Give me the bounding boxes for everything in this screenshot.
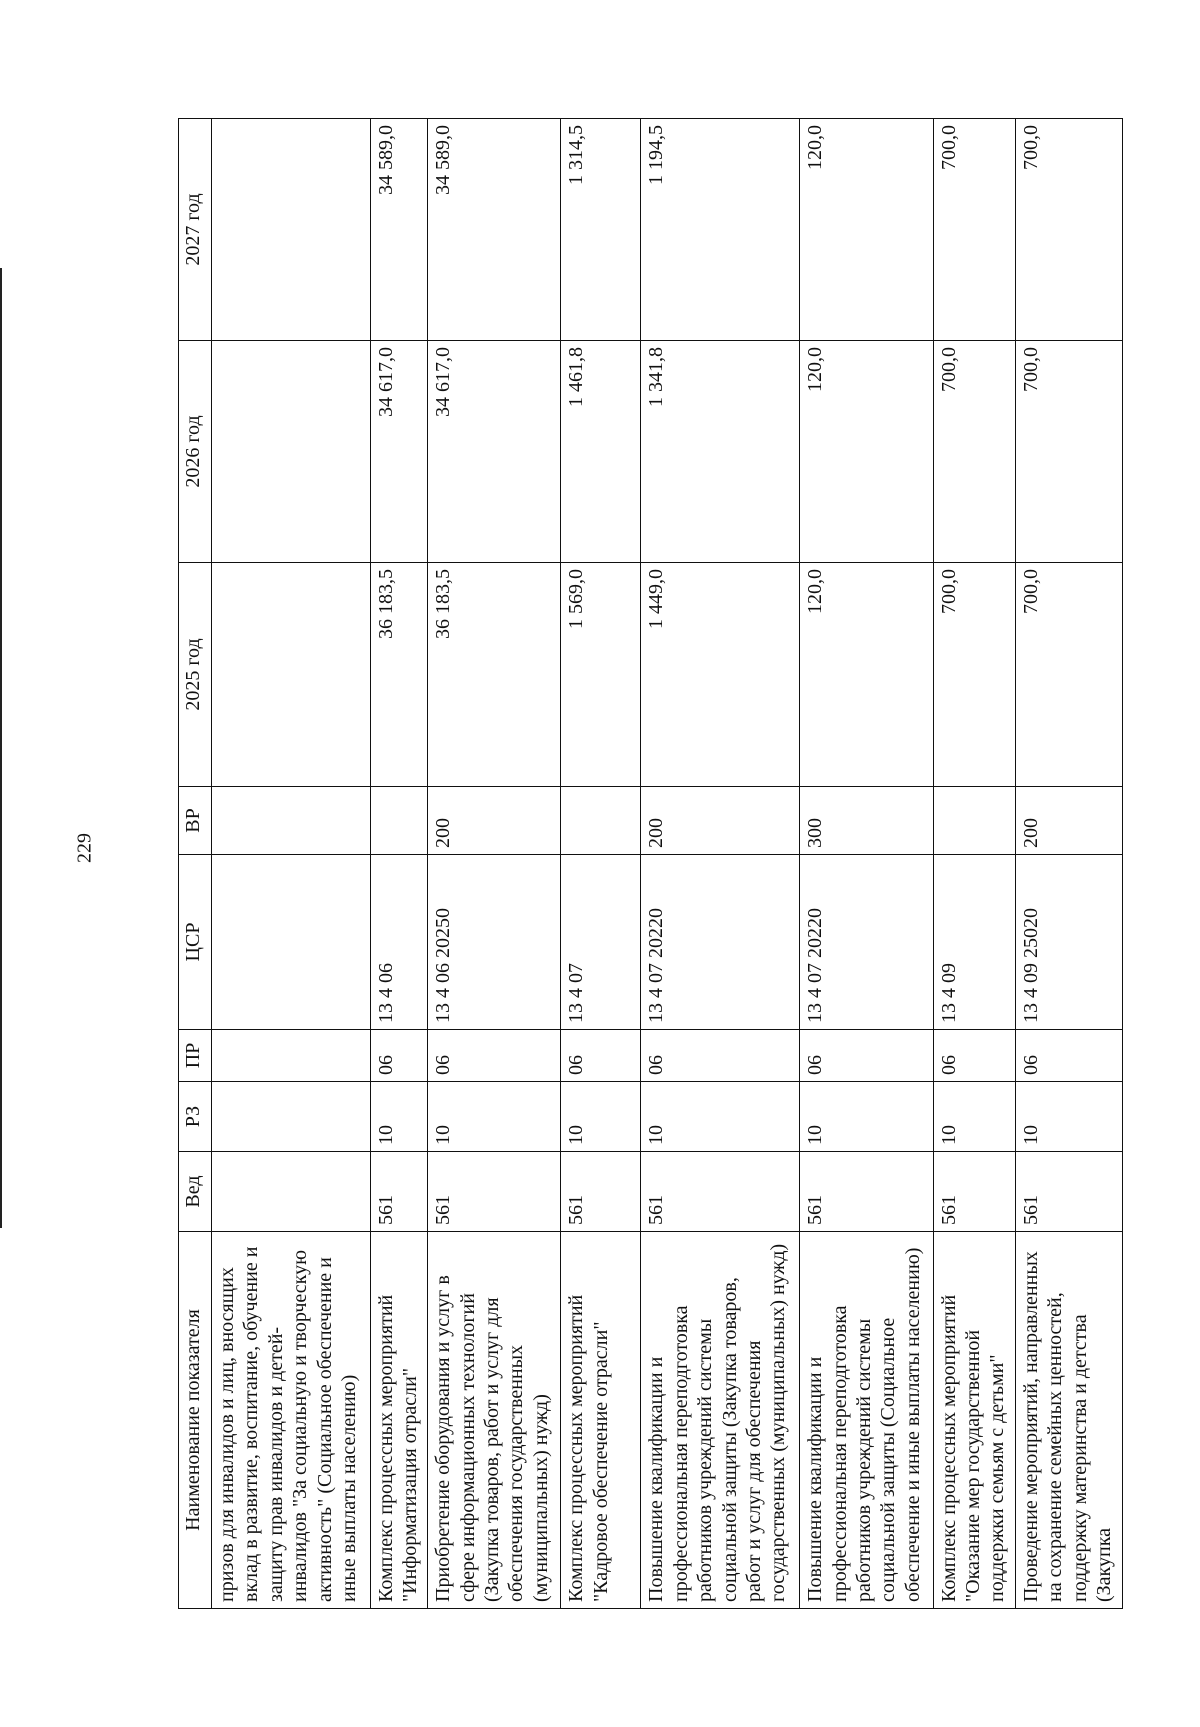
cell-pr: 06 [1015,1030,1122,1082]
cell-2025: 700,0 [933,563,1015,787]
cell-ved: 561 [933,1152,1015,1232]
cell-name: Проведение мероприятий, направленных на сохранение семейных ценностей, поддержку материнства и детства (Закупка [1015,1232,1122,1609]
header-2027: 2027 год [179,119,212,341]
cell-2026: 34 617,0 [370,341,427,563]
cell-2025: 36 183,5 [370,563,427,787]
cell-vr [561,787,641,855]
cell-csr: 13 4 06 20250 [428,855,561,1030]
rotated-table-container [178,119,1123,1609]
cell-ved: 561 [561,1152,641,1232]
cell-2025: 1 569,0 [561,563,641,787]
cell-rz: 10 [370,1082,427,1152]
header-2025: 2025 год [179,563,212,787]
header-name: Наименование показателя [179,1232,212,1609]
cell-2026: 1 461,8 [561,341,641,563]
cell-name: Комплекс процессных мероприятий "Информатизация отрасли" [370,1232,427,1609]
cell-rz: 10 [561,1082,641,1152]
cell-vr [370,787,427,855]
cell-2025 [212,563,371,787]
cell-2025: 700,0 [1015,563,1122,787]
cell-ved: 561 [1015,1152,1122,1232]
cell-csr: 13 4 07 [561,855,641,1030]
table-row [933,119,1015,1609]
cell-2027: 700,0 [933,119,1015,341]
cell-2026 [212,341,371,563]
table-row [561,119,641,1609]
cell-vr: 300 [800,787,933,855]
cell-2027: 1 314,5 [561,119,641,341]
cell-pr: 06 [800,1030,933,1082]
header-vr: ВР [179,787,212,855]
cell-csr [212,855,371,1030]
cell-2025: 36 183,5 [428,563,561,787]
cell-pr: 06 [428,1030,561,1082]
cell-pr: 06 [933,1030,1015,1082]
cell-2026: 700,0 [1015,341,1122,563]
cell-name: Повышение квалификации и профессиональная переподготовка работников учреждений системы социальной защиты (Социальное обеспечение и иные выплаты населению) [800,1232,933,1609]
table-row [641,119,800,1609]
cell-vr [212,787,371,855]
cell-name: Повышение квалификации и профессиональная переподготовка работников учреждений системы социальной защиты (Закупка товаров, работ и услуг для обеспечения государственных (муниципальных) нужд) [641,1232,800,1609]
cell-2026: 34 617,0 [428,341,561,563]
cell-ved: 561 [428,1152,561,1232]
header-pr: ПР [179,1030,212,1082]
cell-csr: 13 4 09 [933,855,1015,1030]
cell-pr [212,1030,371,1082]
page-number: 229 [73,833,96,863]
cell-name: призов для инвалидов и лиц, вносящих вклад в развитие, воспитание, обучение и защиту прав инвалидов и детей-инвалидов "За социальную и творческую активность" (Социальное обеспечение и иные выплаты населению) [212,1232,371,1609]
table-row [1015,119,1122,1609]
header-ved: Вед [179,1152,212,1232]
table-row [212,119,371,1609]
table-row [370,119,427,1609]
scan-edge-line [0,268,2,1228]
table-header-row [179,119,212,1609]
cell-2027: 34 589,0 [370,119,427,341]
cell-rz [212,1082,371,1152]
cell-2025: 1 449,0 [641,563,800,787]
cell-vr [933,787,1015,855]
cell-2027: 700,0 [1015,119,1122,341]
cell-pr: 06 [641,1030,800,1082]
cell-vr: 200 [428,787,561,855]
cell-pr: 06 [370,1030,427,1082]
cell-csr: 13 4 07 20220 [800,855,933,1030]
cell-rz: 10 [641,1082,800,1152]
cell-rz: 10 [800,1082,933,1152]
cell-csr: 13 4 09 25020 [1015,855,1122,1030]
cell-ved [212,1152,371,1232]
header-2026: 2026 год [179,341,212,563]
cell-csr: 13 4 06 [370,855,427,1030]
cell-ved: 561 [370,1152,427,1232]
cell-name: Комплекс процессных мероприятий "Кадровое обеспечение отрасли" [561,1232,641,1609]
cell-rz: 10 [428,1082,561,1152]
budget-table [178,118,1123,1609]
cell-vr: 200 [641,787,800,855]
cell-csr: 13 4 07 20220 [641,855,800,1030]
header-csr: ЦСР [179,855,212,1030]
cell-2025: 120,0 [800,563,933,787]
cell-pr: 06 [561,1030,641,1082]
table-row [428,119,561,1609]
cell-2027: 1 194,5 [641,119,800,341]
cell-2026: 120,0 [800,341,933,563]
cell-ved: 561 [800,1152,933,1232]
cell-2027: 34 589,0 [428,119,561,341]
header-rz: РЗ [179,1082,212,1152]
cell-name: Приобретение оборудования и услуг в сфере информационных технологий (Закупка товаров, работ и услуг для обеспечения государственных (муниципальных) нужд) [428,1232,561,1609]
cell-2026: 1 341,8 [641,341,800,563]
cell-name: Комплекс процессных мероприятий "Оказание мер государственной поддержки семьям с детьми" [933,1232,1015,1609]
cell-ved: 561 [641,1152,800,1232]
cell-2027 [212,119,371,341]
cell-rz: 10 [933,1082,1015,1152]
cell-2026: 700,0 [933,341,1015,563]
table-row [800,119,933,1609]
cell-vr: 200 [1015,787,1122,855]
cell-2027: 120,0 [800,119,933,341]
cell-rz: 10 [1015,1082,1122,1152]
